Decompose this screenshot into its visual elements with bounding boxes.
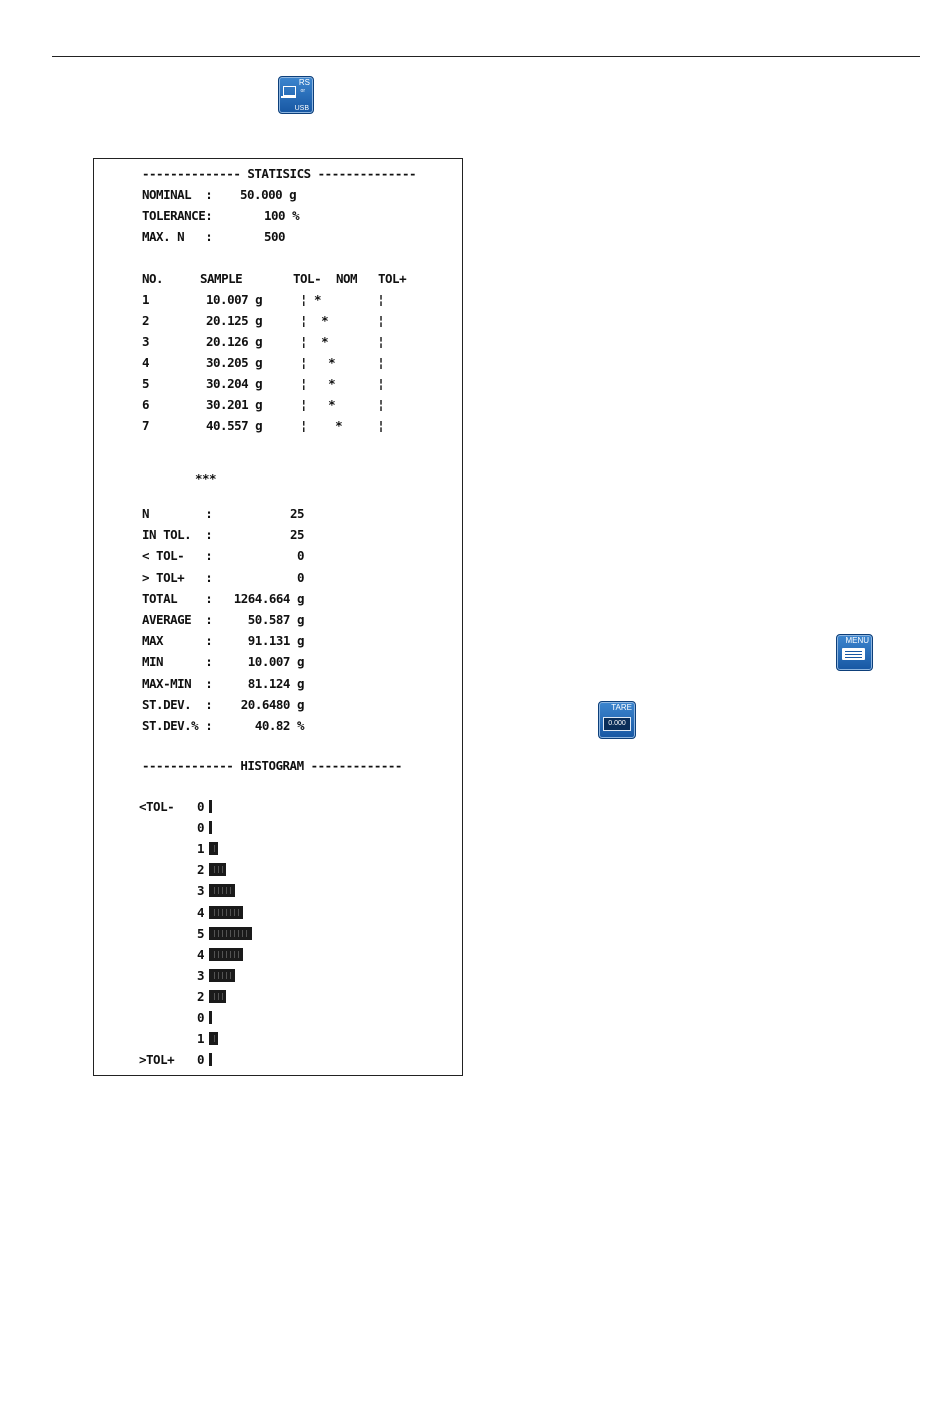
histogram-bar — [209, 948, 243, 961]
rs-usb-key-icon — [278, 76, 314, 114]
result-label: < TOL- : — [142, 548, 213, 564]
column-header-nom: NOM — [336, 271, 358, 286]
histogram-count: 1 — [197, 841, 205, 857]
histogram-row-label: <TOL- — [139, 799, 175, 814]
result-value: 0 — [296, 548, 304, 564]
result-label: ST.DEV.% : — [142, 718, 213, 733]
rs-usb-top-label: RS — [298, 78, 310, 87]
histogram-row-label: >TOL+ — [139, 1052, 175, 1068]
sample-number: 3 — [142, 334, 150, 349]
sample-weight: 30.205 g — [206, 355, 263, 370]
column-header-tol-minus: TOL- — [293, 271, 322, 286]
result-label: MAX : — [142, 633, 213, 649]
histogram-bar — [209, 969, 235, 982]
histogram-bar — [209, 800, 212, 813]
sample-tolerance-marker: ¦ * ¦ — [300, 334, 385, 349]
statistics-header: -------------- STATISICS -------------- — [142, 166, 416, 181]
result-label: > TOL+ : — [142, 569, 213, 585]
histogram-count: 2 — [197, 862, 205, 878]
menu-list-icon — [842, 648, 865, 660]
result-value: 81.124 g — [247, 675, 304, 691]
result-label: AVERAGE : — [142, 612, 213, 627]
histogram-bar — [209, 863, 226, 876]
sample-tolerance-marker: ¦ * ¦ — [300, 418, 385, 433]
histogram-count: 0 — [197, 1010, 205, 1025]
result-value: 40.82 % — [254, 718, 304, 733]
sample-weight: 10.007 g — [206, 292, 263, 307]
sample-tolerance-marker: ¦ * ¦ — [300, 397, 385, 412]
result-value: 10.007 g — [247, 654, 304, 670]
sample-tolerance-marker: ¦ * ¦ — [300, 292, 385, 307]
result-label: TOTAL : — [142, 590, 213, 606]
histogram-bar — [209, 1011, 212, 1024]
result-label: IN TOL. : — [142, 527, 213, 543]
param-value: 500 — [264, 229, 286, 244]
column-header-tol-plus: TOL+ — [378, 271, 407, 286]
sample-number: 7 — [142, 418, 150, 433]
param-label: NOMINAL : — [142, 187, 213, 202]
tare-display-readout: 0.000 — [603, 717, 631, 731]
sample-weight: 30.201 g — [206, 397, 263, 412]
sample-tolerance-marker: ¦ * ¦ — [300, 355, 385, 370]
result-value: 25 — [289, 506, 304, 521]
histogram-count: 4 — [197, 904, 205, 920]
result-label: ST.DEV. : — [142, 696, 213, 712]
result-value: 50.587 g — [247, 612, 304, 627]
column-header-no: NO. — [142, 271, 164, 286]
result-value: 1264.664 g — [233, 590, 304, 606]
computer-icon — [283, 86, 296, 96]
histogram-bar — [209, 1032, 218, 1045]
histogram-count: 3 — [197, 967, 205, 983]
sample-number: 4 — [142, 355, 150, 370]
histogram-count: 0 — [197, 799, 205, 814]
histogram-count: 3 — [197, 883, 205, 899]
histogram-bar — [209, 821, 212, 834]
param-label: MAX. N : — [142, 229, 213, 244]
sample-weight: 40.557 g — [206, 418, 263, 433]
sample-number: 2 — [142, 313, 150, 328]
sample-tolerance-marker: ¦ * ¦ — [300, 313, 385, 328]
result-value: 20.6480 g — [240, 696, 304, 712]
histogram-bar — [209, 990, 226, 1003]
sample-number: 5 — [142, 376, 150, 391]
menu-key-label: MENU — [845, 636, 869, 645]
rs-usb-mid-label: or — [300, 88, 305, 94]
sample-number: 1 — [142, 292, 150, 307]
histogram-count: 0 — [197, 820, 205, 836]
histogram-bar — [209, 884, 235, 897]
statistics-printout — [93, 158, 463, 1076]
sample-tolerance-marker: ¦ * ¦ — [300, 376, 385, 391]
result-value: 91.131 g — [247, 633, 304, 649]
tare-key-label: TARE — [611, 703, 632, 712]
sample-number: 6 — [142, 397, 150, 412]
page-top-rule — [52, 56, 920, 57]
rs-usb-bottom-label: USB — [294, 105, 309, 112]
histogram-count: 2 — [197, 988, 205, 1004]
result-label: MIN : — [142, 654, 213, 670]
histogram-bar — [209, 842, 218, 855]
histogram-count: 4 — [197, 946, 205, 962]
result-value: 0 — [296, 569, 304, 585]
sample-weight: 30.204 g — [206, 376, 263, 391]
histogram-count: 5 — [197, 925, 205, 941]
param-value: 100 % — [264, 208, 300, 223]
histogram-bar — [209, 927, 252, 940]
sample-weight: 20.125 g — [206, 313, 263, 328]
result-label: MAX-MIN : — [142, 675, 213, 691]
result-label: N : — [142, 506, 213, 521]
sample-weight: 20.126 g — [206, 334, 263, 349]
histogram-count: 1 — [197, 1031, 205, 1047]
menu-key-icon — [836, 634, 873, 671]
histogram-bar — [209, 906, 243, 919]
histogram-header: ------------- HISTOGRAM ------------- — [142, 758, 402, 773]
tare-key-icon — [598, 701, 636, 739]
result-value: 25 — [289, 527, 304, 543]
histogram-count: 0 — [197, 1052, 205, 1068]
ellipsis: *** — [195, 471, 217, 486]
histogram-bar — [209, 1053, 212, 1066]
param-label: TOLERANCE: — [142, 208, 213, 223]
column-header-sample: SAMPLE — [200, 271, 243, 286]
param-value: 50.000 g — [240, 187, 297, 202]
